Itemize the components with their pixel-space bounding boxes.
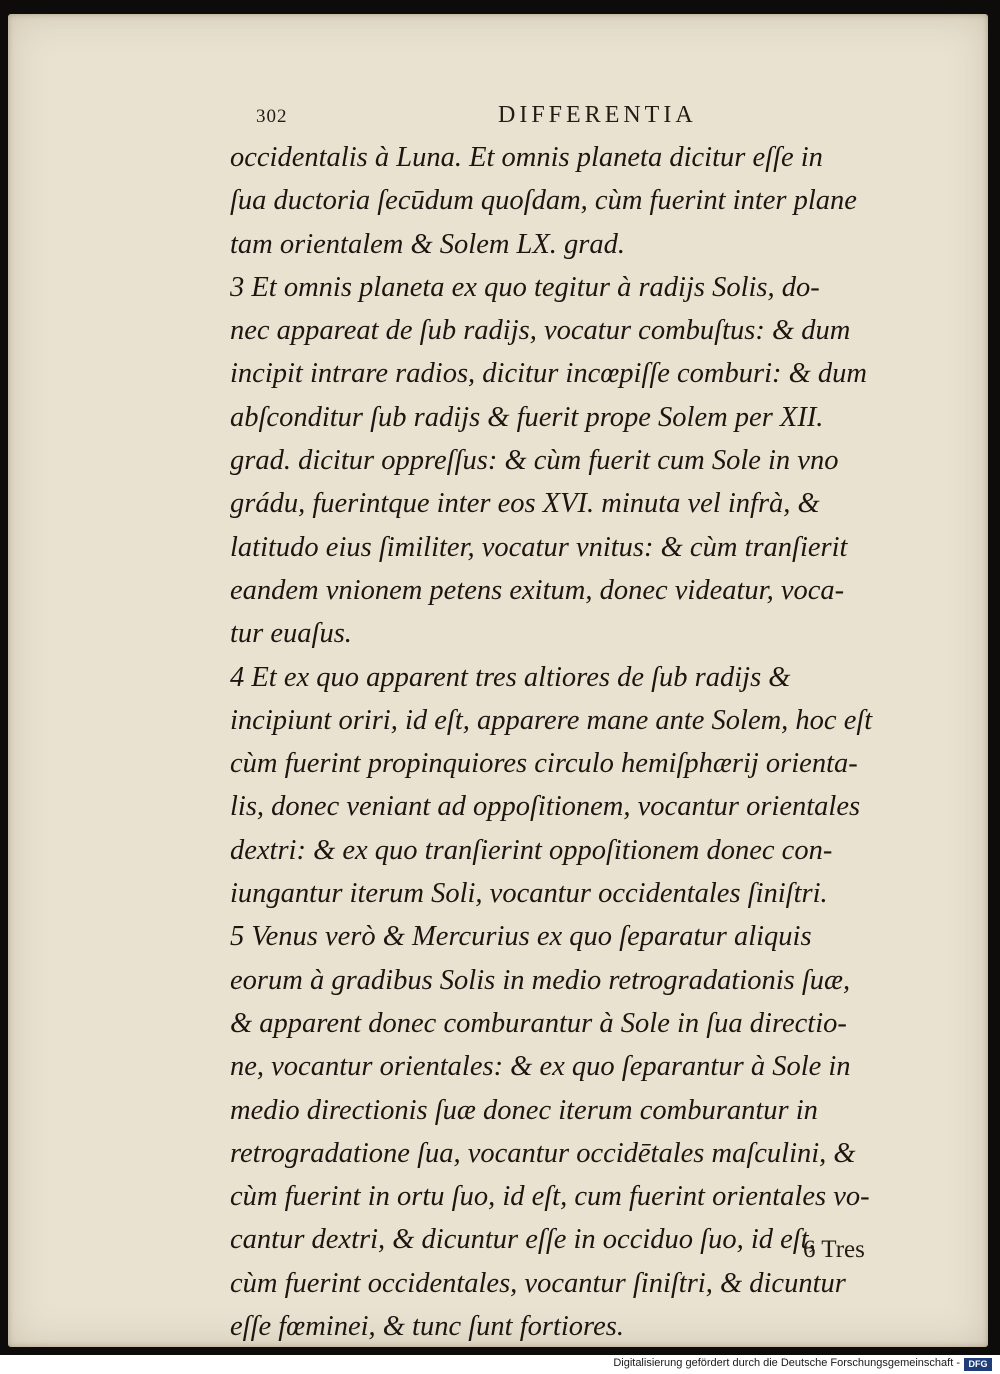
dfg-logo: DFG [964,1358,992,1371]
text-line: latitudo eius ſimiliter, vocatur vnitus: & cùm tranſierit [230,531,848,563]
text-line: ne, vocantur orientales: & ex quo ſeparantur à Sole in [230,1051,851,1083]
text-line: cantur dextri, & dicuntur eſſe in occiduo ſuo, id eſt, [230,1224,816,1256]
text-line: eorum à gradibus Solis in medio retrogradationis ſuæ, [230,964,851,996]
text-line: grádu, fuerintque inter eos XVI. minuta vel infrà, & [230,488,820,520]
text-line: retrogradatione ſua, vocantur occidētales maſculini, & [230,1137,856,1169]
text-line: nec appareat de ſub radijs, vocatur combuſtus: & dum [230,315,851,347]
text-line: eandem vnionem petens exitum, donec videatur, voca- [230,574,845,606]
text-line: occidentalis à Luna. Et omnis planeta dicitur eſſe in [230,142,823,173]
text-line: iungantur iterum Soli, vocantur occidentales ſiniſtri. [230,878,828,910]
page-number: 302 [256,106,288,127]
funding-credit: Digitalisierung gefördert durch die Deutsche Forschungsgemeinschaft - [613,1357,960,1369]
catchword: 6 Tres [803,1236,865,1263]
text-line: ſua ductoria ſecūdum quoſdam, cùm fuerint inter plane [230,185,857,217]
text-line: abſconditur ſub radijs & fuerit prope Solem per XII. [230,401,824,433]
running-title: DIFFERENTIA [498,102,697,128]
text-line: lis, donec veniant ad oppoſitionem, vocantur orientales [230,791,861,823]
text-line: incipiunt oriri, id eſt, apparere mane ante Solem, hoc eſt [230,704,873,736]
text-line: cùm fuerint propinquiores circulo hemiſphærij orienta- [230,748,858,780]
text-line: grad. dicitur oppreſſus: & cùm fuerit cum Sole in vno [230,445,839,477]
text-line: 3 Et omnis planeta ex quo tegitur à radijs Solis, do- [230,271,820,303]
text-line: medio directionis ſuæ donec iterum comburantur in [230,1094,818,1126]
text-line: 4 Et ex quo apparent tres altiores de ſub radijs & [230,661,791,693]
book-page [8,14,988,1347]
text-line: tur euaſus. [230,618,352,650]
running-head [8,100,988,132]
text-line: cùm fuerint occidentales, vocantur ſiniſtri, & dicuntur [230,1267,846,1299]
text-line: tam orientalem & Solem LX. grad. [230,228,626,260]
body-text [230,136,930,1348]
text-line: 5 Venus verò & Mercurius ex quo ſeparatur aliquis [230,921,812,953]
text-line: eſſe fœminei, & tunc ſunt fortiores. [230,1311,624,1343]
text-line: & apparent donec comburantur à Sole in ſua directio- [230,1007,847,1039]
text-line: dextri: & ex quo tranſierint oppoſitionem donec con- [230,834,833,866]
footer-bar [0,1355,1000,1374]
text-line: cùm fuerint in ortu ſuo, id eſt, cum fuerint orientales vo- [230,1181,870,1213]
text-line: incipit intrare radios, dicitur incœpiſſe comburi: & dum [230,358,867,390]
